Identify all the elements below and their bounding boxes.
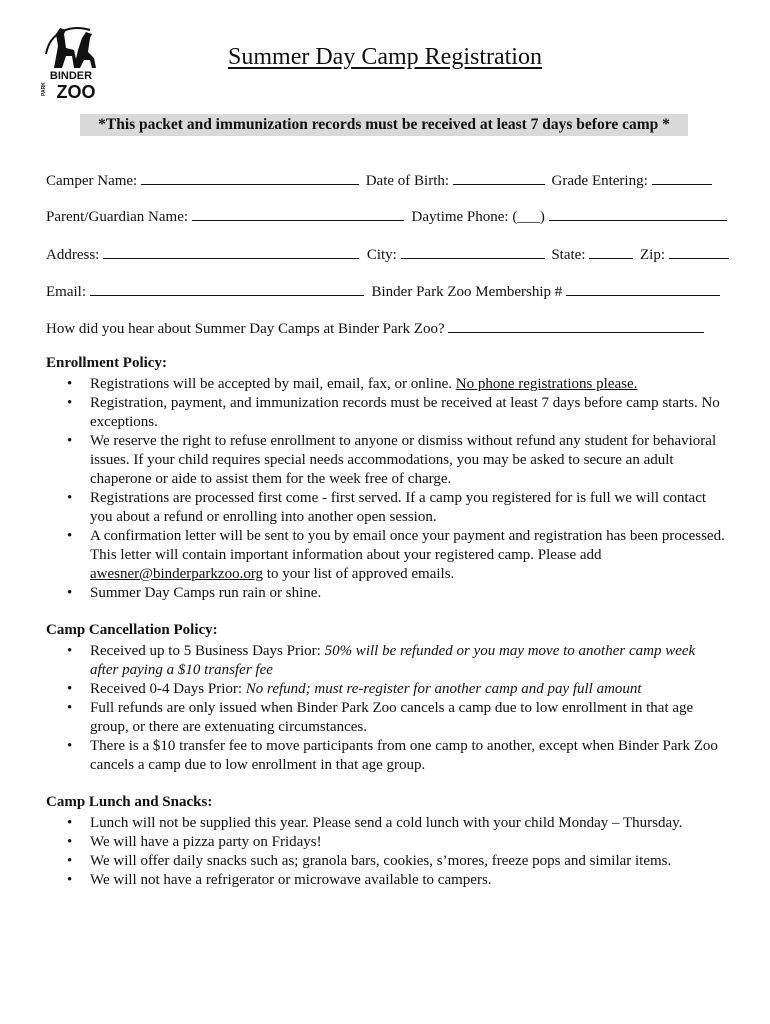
form-row-parent [46,206,726,226]
list-item: • Full refunds are only issued when Binder Park Zoo cancels a camp due to low enrollment in that age group, or there are extenuating circumstances. [46,699,726,737]
state-label: State: [551,247,586,263]
list-item: • Registrations will be accepted by mail, email, fax, or online. No phone registrations please. [46,375,726,394]
list-item: • We reserve the right to refuse enrollment to anyone or dismiss without refund any student for behavioral issues. If your child requires special needs accommodations, you may be asked to secure an adult chaperone or aide to assist them for the week free of charge. [46,432,726,489]
state-field[interactable] [589,244,633,259]
page-title: Summer Day Camp Registration [228,44,542,70]
camper-name-field[interactable] [141,170,359,185]
list-item: • Registrations are processed first come - first served. If a camp you registered for is full we will contact you about a refund or enrolling into another open session. [46,489,726,527]
list-item: • We will offer daily snacks such as; granola bars, cookies, s’mores, freeze pops and similar items. [46,852,726,871]
lunch-list [46,814,726,890]
address-field[interactable] [103,244,359,259]
cancellation-heading: Camp Cancellation Policy: [46,622,218,638]
parent-label: Parent/Guardian Name: [46,209,189,225]
list-item: • Received up to 5 Business Days Prior: 50% will be refunded or you may move to another camp week after paying a $10 transfer fee [46,642,726,680]
enrollment-list [46,375,726,603]
parent-field[interactable] [192,206,404,221]
form-row-camper [46,170,726,190]
notice-banner: *This packet and immunization records must be received at least 7 days before camp * [80,114,688,136]
city-field[interactable] [401,244,545,259]
list-item: • Registration, payment, and immunization records must be received at least 7 days before camp starts. No exceptions. [46,394,726,432]
list-item: • A confirmation letter will be sent to you by email once your payment and registration has been processed. This letter will contain important information about your registered camp. Please add awesner@binderparkzoo.org to your list of approved emails. [46,527,726,584]
email-label: Email: [46,284,86,300]
lunch-heading: Camp Lunch and Snacks: [46,794,213,810]
list-item: • Lunch will not be supplied this year. Please send a cold lunch with your child Monday – Thursday. [46,814,726,833]
list-item: • Summer Day Camps run rain or shine. [46,584,726,603]
grade-field[interactable] [652,170,712,185]
logo-text-zoo: ZOO [56,82,96,102]
email-field[interactable] [90,281,364,296]
dob-label: Date of Birth: [365,173,450,189]
list-item: • Received 0-4 Days Prior: No refund; must re-register for another camp and pay full amount [46,680,726,699]
form-row-heard [46,318,726,338]
city-label: City: [366,247,397,263]
list-item: • We will not have a refrigerator or microwave available to campers. [46,871,726,890]
heard-label: How did you hear about Summer Day Camps at Binder Park Zoo? [46,321,445,337]
cancellation-list [46,642,726,775]
heard-field[interactable] [448,318,704,333]
phone-field[interactable] [549,206,727,221]
list-item: • There is a $10 transfer fee to move participants from one camp to another, except when Binder Park Zoo cancels a camp due to low enrollment in that age group. [46,737,726,775]
membership-label: Binder Park Zoo Membership # [371,284,563,300]
membership-field[interactable] [566,281,720,296]
enrollment-heading: Enrollment Policy: [46,355,167,371]
form-row-address [46,244,726,264]
zip-field[interactable] [669,244,729,259]
email-link[interactable]: awesner@binderparkzoo.org [90,566,264,582]
dob-field[interactable] [453,170,545,185]
phone-label: Daytime Phone: (___) [411,209,545,225]
logo-text-park: PARK [41,82,47,96]
camper-name-label: Camper Name: [46,173,138,189]
form-row-email [46,281,726,301]
zip-label: Zip: [640,247,666,263]
list-item: • We will have a pizza party on Fridays! [46,833,726,852]
logo-text-binder: BINDER [49,70,93,82]
address-label: Address: [46,247,100,263]
grade-label: Grade Entering: [551,173,648,189]
